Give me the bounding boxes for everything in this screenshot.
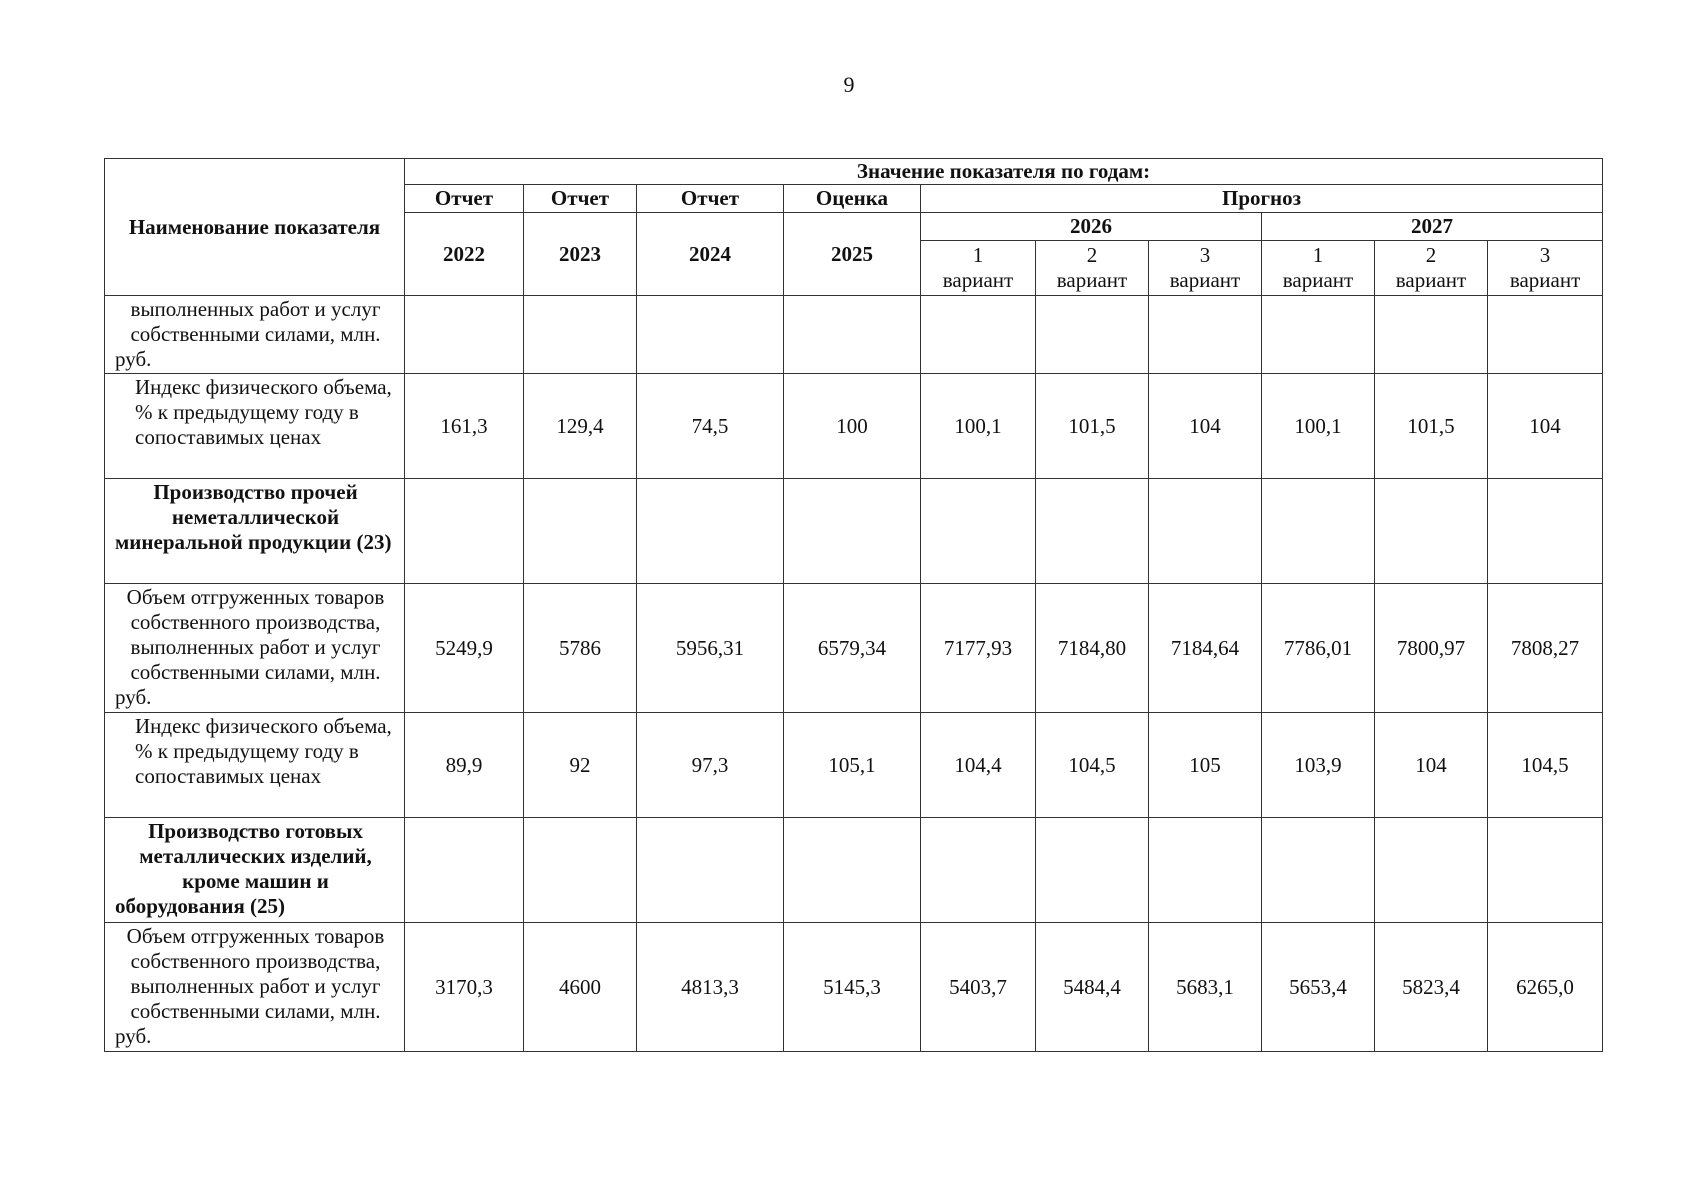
row-value — [784, 296, 921, 374]
row-value: 3170,3 — [405, 923, 524, 1052]
row-value: 97,3 — [637, 713, 784, 818]
row-value: 100,1 — [921, 374, 1036, 479]
table-row — [105, 713, 1603, 818]
row-value — [1488, 479, 1603, 584]
row-value — [637, 818, 784, 923]
header-forecast: Прогноз — [921, 185, 1603, 213]
row-value: 6265,0 — [1488, 923, 1603, 1052]
header-2027-variant-3: 3 вариант — [1488, 241, 1603, 296]
row-value: 104,5 — [1036, 713, 1149, 818]
header-name-column: Наименование показателя — [105, 159, 405, 296]
row-value: 7786,01 — [1262, 584, 1375, 713]
row-name: Производство прочей неметаллической минеральной продукции (23) — [105, 479, 405, 584]
header-forecast-year-2027: 2027 — [1262, 213, 1603, 241]
row-value — [1262, 479, 1375, 584]
table-row — [105, 584, 1603, 713]
row-value — [1375, 818, 1488, 923]
row-value — [405, 479, 524, 584]
row-value — [1375, 296, 1488, 374]
header-year-2022: 2022 — [405, 213, 524, 296]
header-forecast-year-2026: 2026 — [921, 213, 1262, 241]
row-value: 92 — [524, 713, 637, 818]
row-value — [637, 479, 784, 584]
row-value: 5484,4 — [1036, 923, 1149, 1052]
row-value: 89,9 — [405, 713, 524, 818]
row-value: 5956,31 — [637, 584, 784, 713]
row-value: 5683,1 — [1149, 923, 1262, 1052]
row-value — [1149, 296, 1262, 374]
table-row — [105, 818, 1603, 923]
row-value — [921, 296, 1036, 374]
row-value: 105,1 — [784, 713, 921, 818]
row-value: 104,4 — [921, 713, 1036, 818]
row-value: 105 — [1149, 713, 1262, 818]
row-value: 4600 — [524, 923, 637, 1052]
row-value: 104 — [1149, 374, 1262, 479]
row-name: Индекс физического объема, % к предыдущему году в сопоставимых ценах — [105, 713, 405, 818]
header-year-2024: 2024 — [637, 213, 784, 296]
row-value: 5145,3 — [784, 923, 921, 1052]
row-value — [1036, 479, 1149, 584]
page-number: 9 — [843, 72, 855, 97]
row-value: 5786 — [524, 584, 637, 713]
row-value: 100,1 — [1262, 374, 1375, 479]
row-name: Объем отгруженных товаров собственного производства, выполненных работ и услуг собственными силами, млн. руб. — [105, 923, 405, 1052]
header-2027-variant-2: 2 вариант — [1375, 241, 1488, 296]
row-value: 4813,3 — [637, 923, 784, 1052]
row-value: 104 — [1375, 713, 1488, 818]
row-value — [405, 296, 524, 374]
row-value — [921, 479, 1036, 584]
row-value — [1488, 818, 1603, 923]
table-row — [105, 479, 1603, 584]
header-type-2024: Отчет — [637, 185, 784, 213]
header-type-2022: Отчет — [405, 185, 524, 213]
row-value: 7808,27 — [1488, 584, 1603, 713]
row-value — [1036, 296, 1149, 374]
row-value: 100 — [784, 374, 921, 479]
row-value: 161,3 — [405, 374, 524, 479]
table-row — [105, 923, 1603, 1052]
row-value: 7184,80 — [1036, 584, 1149, 713]
row-value — [1036, 818, 1149, 923]
row-value — [1149, 479, 1262, 584]
row-name: Объем отгруженных товаров собственного производства, выполненных работ и услуг собственными силами, млн. руб. — [105, 584, 405, 713]
header-type-2023: Отчет — [524, 185, 637, 213]
header-2026-variant-2: 2 вариант — [1036, 241, 1149, 296]
header-year-2025: 2025 — [784, 213, 921, 296]
row-name: Индекс физического объема, % к предыдущему году в сопоставимых ценах — [105, 374, 405, 479]
row-value: 129,4 — [524, 374, 637, 479]
row-value: 5823,4 — [1375, 923, 1488, 1052]
row-value — [1262, 296, 1375, 374]
row-value — [784, 479, 921, 584]
row-value — [405, 818, 524, 923]
header-2026-variant-3: 3 вариант — [1149, 241, 1262, 296]
row-value — [1262, 818, 1375, 923]
table-header — [105, 159, 1603, 296]
row-value — [1149, 818, 1262, 923]
row-value: 101,5 — [1036, 374, 1149, 479]
table-row — [105, 296, 1603, 374]
row-value — [784, 818, 921, 923]
header-type-2025: Оценка — [784, 185, 921, 213]
row-value: 6579,34 — [784, 584, 921, 713]
row-value: 74,5 — [637, 374, 784, 479]
row-value — [524, 479, 637, 584]
header-year-2023: 2023 — [524, 213, 637, 296]
row-value — [524, 296, 637, 374]
row-value — [921, 818, 1036, 923]
row-value — [524, 818, 637, 923]
indicator-table — [104, 158, 1603, 1052]
row-value — [637, 296, 784, 374]
row-value: 5653,4 — [1262, 923, 1375, 1052]
row-value — [1488, 296, 1603, 374]
header-2026-variant-1: 1 вариант — [921, 241, 1036, 296]
header-2027-variant-1: 1 вариант — [1262, 241, 1375, 296]
table-body — [105, 296, 1603, 1052]
row-value: 104,5 — [1488, 713, 1603, 818]
row-value: 5249,9 — [405, 584, 524, 713]
row-name: выполненных работ и услуг собственными силами, млн. руб. — [105, 296, 405, 374]
row-name: Производство готовых металлических изделий, кроме машин и оборудования (25) — [105, 818, 405, 923]
row-value: 103,9 — [1262, 713, 1375, 818]
row-value: 7800,97 — [1375, 584, 1488, 713]
header-values-by-year: Значение показателя по годам: — [405, 159, 1603, 185]
row-value: 7184,64 — [1149, 584, 1262, 713]
row-value: 101,5 — [1375, 374, 1488, 479]
row-value — [1375, 479, 1488, 584]
row-value: 104 — [1488, 374, 1603, 479]
row-value: 5403,7 — [921, 923, 1036, 1052]
table-row — [105, 374, 1603, 479]
row-value: 7177,93 — [921, 584, 1036, 713]
